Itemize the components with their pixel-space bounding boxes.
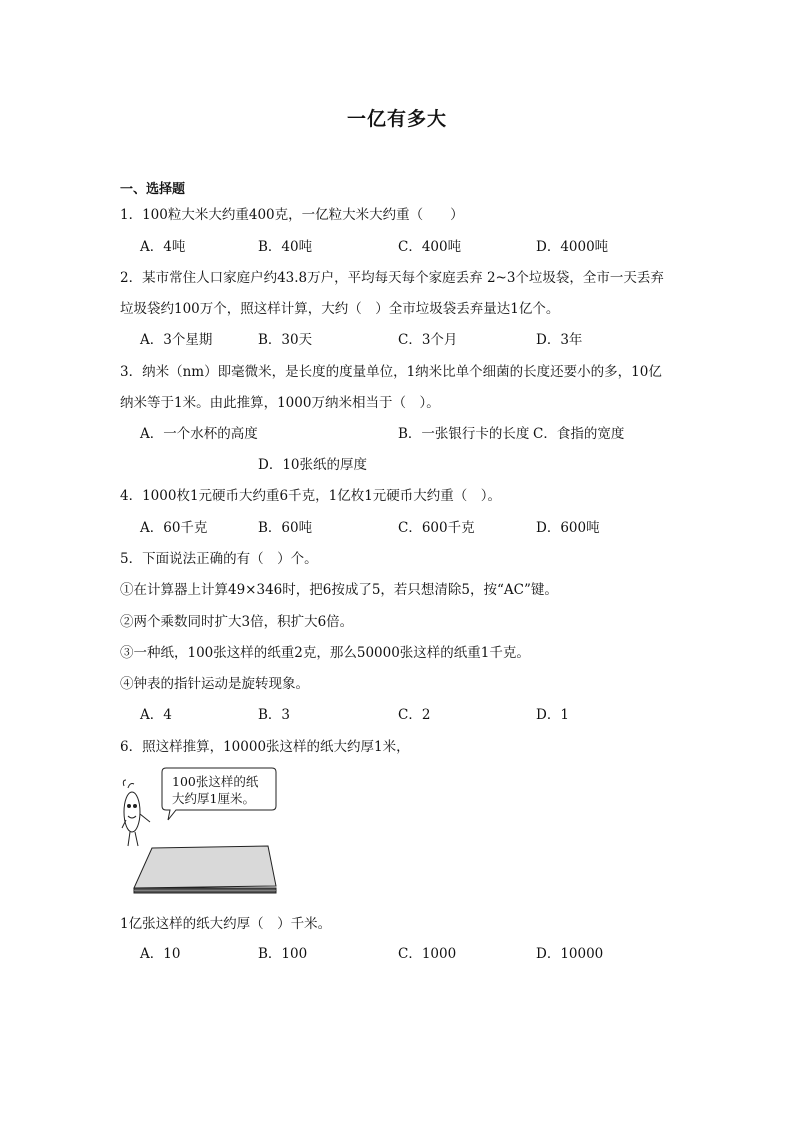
q3-option-c[interactable]: C．食指的宽度 xyxy=(533,426,625,442)
question-2-line-2: 垃圾袋约100万个，照这样计算，大约（ ）全市垃圾袋丢弃量达1亿个。 xyxy=(120,301,560,317)
q1-option-b[interactable]: B．40吨 xyxy=(258,239,313,255)
question-6: 6．照这样推算，10000张这样的纸大约厚1米， xyxy=(120,739,410,755)
q1-option-a[interactable]: A．4吨 xyxy=(140,239,186,255)
bubble-line-2: 大约厚1厘米。 xyxy=(172,791,255,806)
question-4: 4．1000枚1元硬币大约重6千克，1亿枚1元硬币大约重（ ）。 xyxy=(120,488,502,504)
q4-option-c[interactable]: C．600千克 xyxy=(398,520,475,536)
paper-top xyxy=(134,846,276,888)
q5-statement-1: ①在计算器上计算49×346时，把6按成了5，若只想清除5，按“AC”键。 xyxy=(120,582,558,598)
q2-option-a[interactable]: A．3个星期 xyxy=(140,332,213,348)
question-5: 5．下面说法正确的有（ ）个。 xyxy=(120,551,318,567)
q2-option-c[interactable]: C．3个月 xyxy=(398,332,458,348)
q5-statement-2: ②两个乘数同时扩大3倍，积扩大6倍。 xyxy=(120,614,354,630)
question-1: 1．100粒大米大约重400克，一亿粒大米大约重（ ） xyxy=(120,207,464,223)
q6-option-d[interactable]: D．10000 xyxy=(536,946,604,962)
question-3-line-1: 3．纳米（nm）即毫微米，是长度的度量单位，1纳米比单个细菌的长度还要小的多，10亿 xyxy=(120,364,662,380)
q1-option-d[interactable]: D．4000吨 xyxy=(536,239,609,255)
q5-option-b[interactable]: B．3 xyxy=(258,707,291,723)
q1-option-c[interactable]: C．400吨 xyxy=(398,239,462,255)
q5-statement-4: ④钟表的指针运动是旋转现象。 xyxy=(120,676,309,692)
q6-option-a[interactable]: A．10 xyxy=(140,946,181,962)
q5-option-d[interactable]: D．1 xyxy=(536,707,569,723)
q2-option-b[interactable]: B．30天 xyxy=(258,332,313,348)
paper-stack-illustration xyxy=(118,762,288,902)
section-heading: 一、选择题 xyxy=(120,182,186,197)
question-6-part-2: 1亿张这样的纸大约厚（ ）千米。 xyxy=(120,916,332,932)
q5-option-a[interactable]: A．4 xyxy=(140,707,172,723)
q4-option-a[interactable]: A．60千克 xyxy=(140,520,208,536)
q6-option-c[interactable]: C．1000 xyxy=(398,946,457,962)
q6-option-b[interactable]: B．100 xyxy=(258,946,308,962)
q5-option-c[interactable]: C．2 xyxy=(398,707,431,723)
q5-statement-3: ③一种纸，100张这样的纸重2克，那么50000张这样的纸重1千克。 xyxy=(120,645,530,661)
question-3-line-2: 纳米等于1米。由此推算，1000万纳米相当于（ ）。 xyxy=(120,395,440,411)
question-2-line-1: 2．某市常住人口家庭户约43.8万户，平均每天每个家庭丢弃 2~3个垃圾袋，全市一天丢弃 xyxy=(120,270,664,286)
q2-option-d[interactable]: D．3年 xyxy=(536,332,583,348)
paper-stack-figure xyxy=(118,762,288,902)
cartoon-character-icon xyxy=(122,780,150,846)
q3-option-d[interactable]: D．10张纸的厚度 xyxy=(258,457,368,473)
q4-option-b[interactable]: B．60吨 xyxy=(258,520,313,536)
page-title: 一亿有多大 xyxy=(346,108,447,130)
bubble-line-1: 100张这样的纸 xyxy=(172,774,259,789)
q4-option-d[interactable]: D．600吨 xyxy=(536,520,600,536)
q3-option-b[interactable]: B．一张银行卡的长度 xyxy=(398,426,530,442)
q3-option-a[interactable]: A．一个水杯的高度 xyxy=(140,426,258,442)
